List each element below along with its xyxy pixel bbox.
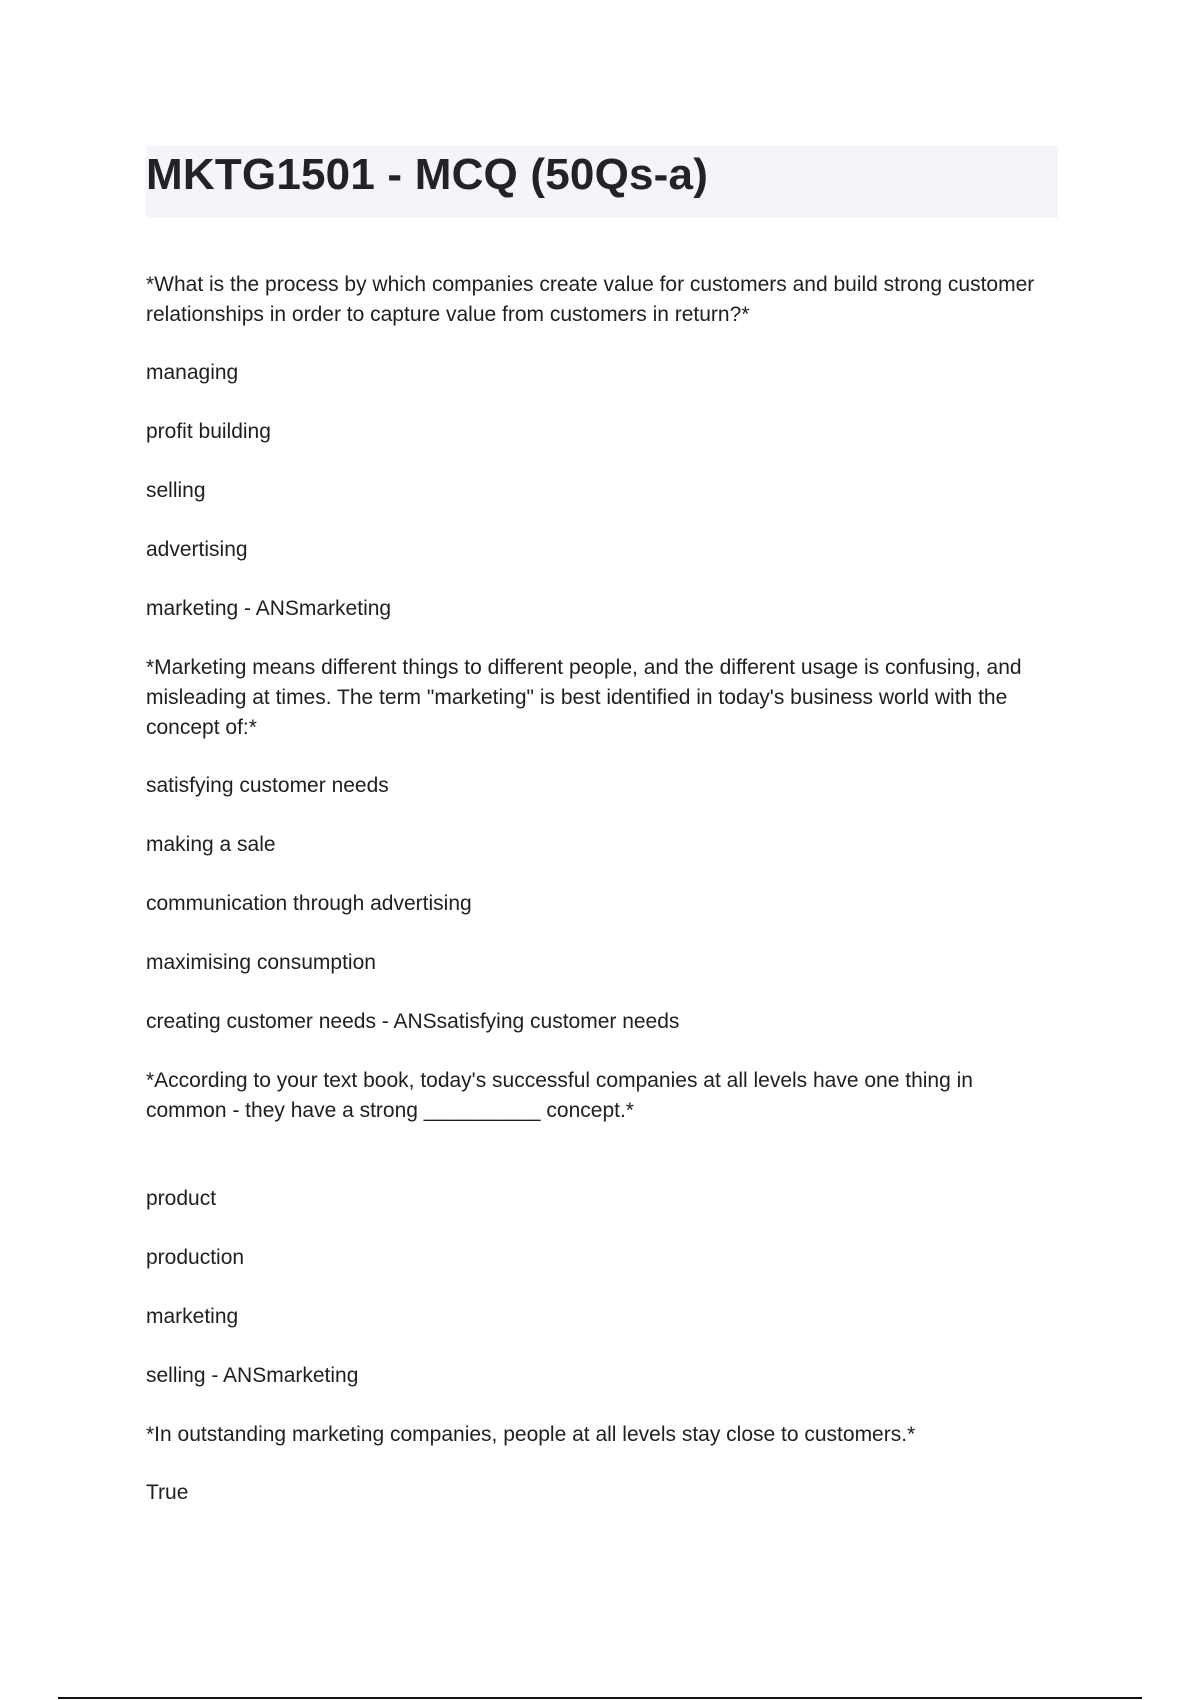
answer-option: maximising consumption [146, 951, 376, 974]
answer-option: advertising [146, 538, 248, 561]
answer-option: making a sale [146, 833, 276, 856]
question-list [146, 270, 1046, 1508]
answer-option: communication through advertising [146, 892, 472, 915]
answer-option-with-key: selling - ANSmarketing [146, 1364, 359, 1387]
answer-option-with-key: marketing - ANSmarketing [146, 597, 392, 620]
answer-option-with-key: creating customer needs - ANSsatisfying customer needs [146, 1010, 680, 1033]
answer-option: managing [146, 361, 239, 384]
question-text: *According to your text book, today's successful companies at all levels have one thing in common - they have a strong __________ concept.* [146, 1069, 973, 1122]
answer-option: profit building [146, 420, 271, 443]
question-text: *In outstanding marketing companies, people at all levels stay close to customers.* [146, 1423, 916, 1446]
answer-option: marketing [146, 1305, 239, 1328]
question-text: *Marketing means different things to different people, and the different usage is confusing, and misleading at times. The term "marketing" is best identified in today's business world with the concept of:* [146, 656, 1022, 739]
answer-option: product [146, 1187, 217, 1210]
answer-option: production [146, 1246, 245, 1269]
question-text: *What is the process by which companies create value for customers and build strong customer relationships in order to capture value from customers in return?* [146, 273, 1035, 326]
document-title: MKTG1501 - MCQ (50Qs-a) [146, 150, 709, 199]
answer-option: selling [146, 479, 206, 502]
answer-option: satisfying customer needs [146, 774, 389, 797]
answer-option: True [146, 1481, 189, 1504]
footer-divider [58, 1697, 1142, 1699]
